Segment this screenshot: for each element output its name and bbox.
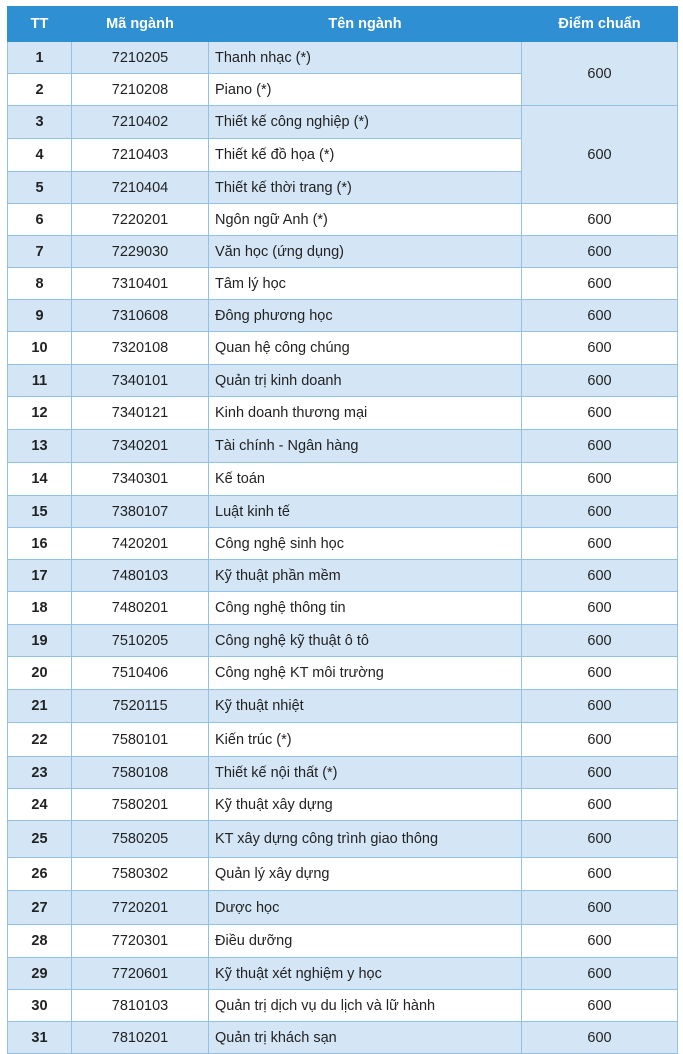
cell-diem-chuan-merged-1: 600 xyxy=(522,42,678,106)
cell-tt: 5 xyxy=(8,172,72,204)
cell-tt: 30 xyxy=(8,990,72,1022)
header-ma-nganh: Mã ngành xyxy=(72,7,209,42)
cell-ten-nganh: Thiết kế đồ họa (*) xyxy=(209,139,522,172)
cell-tt: 14 xyxy=(8,463,72,496)
cell-diem-chuan: 600 xyxy=(522,300,678,332)
table-row xyxy=(8,463,678,496)
cell-diem-chuan: 600 xyxy=(522,757,678,789)
cell-tt: 23 xyxy=(8,757,72,789)
table-row xyxy=(8,430,678,463)
table-row xyxy=(8,625,678,657)
cell-tt: 8 xyxy=(8,268,72,300)
cell-ma-nganh: 7810201 xyxy=(72,1022,209,1054)
cell-ma-nganh: 7720601 xyxy=(72,958,209,990)
cell-ma-nganh: 7480103 xyxy=(72,560,209,592)
cell-ma-nganh: 7340121 xyxy=(72,397,209,430)
cell-ma-nganh: 7210205 xyxy=(72,42,209,74)
cell-ten-nganh: Thiết kế nội thất (*) xyxy=(209,757,522,789)
cell-ma-nganh: 7210404 xyxy=(72,172,209,204)
table-row xyxy=(8,789,678,821)
cell-ten-nganh: Quản lý xây dựng xyxy=(209,858,522,891)
cell-tt: 10 xyxy=(8,332,72,365)
cell-ma-nganh: 7810103 xyxy=(72,990,209,1022)
cell-ma-nganh: 7229030 xyxy=(72,236,209,268)
table-row xyxy=(8,858,678,891)
table-row xyxy=(8,528,678,560)
cell-ma-nganh: 7340201 xyxy=(72,430,209,463)
cell-tt: 1 xyxy=(8,42,72,74)
cell-tt: 3 xyxy=(8,106,72,139)
cell-ten-nganh: Công nghệ thông tin xyxy=(209,592,522,625)
cell-tt: 25 xyxy=(8,821,72,858)
cell-ma-nganh: 7380107 xyxy=(72,496,209,528)
cell-ma-nganh: 7580201 xyxy=(72,789,209,821)
cell-ma-nganh: 7580108 xyxy=(72,757,209,789)
cell-tt: 27 xyxy=(8,891,72,925)
cell-ma-nganh: 7320108 xyxy=(72,332,209,365)
table-row xyxy=(8,496,678,528)
cell-ten-nganh: Công nghệ sinh học xyxy=(209,528,522,560)
cell-ma-nganh: 7210208 xyxy=(72,74,209,106)
cell-tt: 9 xyxy=(8,300,72,332)
cell-ten-nganh: KT xây dựng công trình giao thông xyxy=(209,821,522,858)
header-tt: TT xyxy=(8,7,72,42)
cell-ma-nganh: 7720301 xyxy=(72,925,209,958)
cell-tt: 22 xyxy=(8,723,72,757)
cell-ten-nganh: Văn học (ứng dụng) xyxy=(209,236,522,268)
cell-diem-chuan: 600 xyxy=(522,821,678,858)
cell-tt: 21 xyxy=(8,690,72,723)
cell-ten-nganh: Kinh doanh thương mại xyxy=(209,397,522,430)
cell-tt: 26 xyxy=(8,858,72,891)
table-row xyxy=(8,560,678,592)
table-row xyxy=(8,332,678,365)
cell-diem-chuan: 600 xyxy=(522,858,678,891)
cell-ten-nganh: Ngôn ngữ Anh (*) xyxy=(209,204,522,236)
cell-diem-chuan: 600 xyxy=(522,690,678,723)
table-row xyxy=(8,891,678,925)
cell-diem-chuan: 600 xyxy=(522,625,678,657)
cell-tt: 13 xyxy=(8,430,72,463)
cell-ma-nganh: 7220201 xyxy=(72,204,209,236)
cell-ma-nganh: 7340301 xyxy=(72,463,209,496)
cell-ma-nganh: 7510406 xyxy=(72,657,209,690)
cell-ten-nganh: Kỹ thuật nhiệt xyxy=(209,690,522,723)
cell-ten-nganh: Quản trị kinh doanh xyxy=(209,365,522,397)
cell-ten-nganh: Kiến trúc (*) xyxy=(209,723,522,757)
cell-ten-nganh: Thiết kế công nghiệp (*) xyxy=(209,106,522,139)
table-row xyxy=(8,990,678,1022)
table-row xyxy=(8,300,678,332)
cell-diem-chuan: 600 xyxy=(522,958,678,990)
cell-tt: 11 xyxy=(8,365,72,397)
cell-ma-nganh: 7310401 xyxy=(72,268,209,300)
cell-ma-nganh: 7510205 xyxy=(72,625,209,657)
cell-ma-nganh: 7520115 xyxy=(72,690,209,723)
cell-ten-nganh: Kỹ thuật xây dựng xyxy=(209,789,522,821)
cell-diem-chuan: 600 xyxy=(522,891,678,925)
cell-diem-chuan: 600 xyxy=(522,528,678,560)
cell-tt: 31 xyxy=(8,1022,72,1054)
cell-ten-nganh: Dược học xyxy=(209,891,522,925)
table-row xyxy=(8,723,678,757)
table-container xyxy=(7,6,677,1054)
cell-ten-nganh: Tâm lý học xyxy=(209,268,522,300)
cell-tt: 16 xyxy=(8,528,72,560)
header-ten-nganh: Tên ngành xyxy=(209,7,522,42)
cell-diem-chuan: 600 xyxy=(522,463,678,496)
cell-ten-nganh: Kỹ thuật xét nghiệm y học xyxy=(209,958,522,990)
cell-ten-nganh: Điều dưỡng xyxy=(209,925,522,958)
cell-diem-chuan: 600 xyxy=(522,657,678,690)
table-row xyxy=(8,236,678,268)
table-row xyxy=(8,1022,678,1054)
cell-ten-nganh: Quản trị dịch vụ du lịch và lữ hành xyxy=(209,990,522,1022)
cell-ten-nganh: Luật kinh tế xyxy=(209,496,522,528)
cell-diem-chuan: 600 xyxy=(522,990,678,1022)
table-row xyxy=(8,365,678,397)
cell-ten-nganh: Công nghệ kỹ thuật ô tô xyxy=(209,625,522,657)
cell-tt: 2 xyxy=(8,74,72,106)
cell-diem-chuan: 600 xyxy=(522,496,678,528)
table-header-row xyxy=(8,7,678,42)
cell-tt: 24 xyxy=(8,789,72,821)
cell-ten-nganh: Thanh nhạc (*) xyxy=(209,42,522,74)
cell-tt: 19 xyxy=(8,625,72,657)
cell-ma-nganh: 7580302 xyxy=(72,858,209,891)
cell-tt: 17 xyxy=(8,560,72,592)
table-row xyxy=(8,42,678,74)
cell-ma-nganh: 7420201 xyxy=(72,528,209,560)
cell-ten-nganh: Đông phương học xyxy=(209,300,522,332)
table-row xyxy=(8,958,678,990)
cell-diem-chuan: 600 xyxy=(522,268,678,300)
table-row xyxy=(8,821,678,858)
cell-tt: 20 xyxy=(8,657,72,690)
cell-ma-nganh: 7480201 xyxy=(72,592,209,625)
table-body xyxy=(8,42,678,1054)
table-row xyxy=(8,925,678,958)
cell-ten-nganh: Tài chính - Ngân hàng xyxy=(209,430,522,463)
cell-ma-nganh: 7340101 xyxy=(72,365,209,397)
cell-ma-nganh: 7720201 xyxy=(72,891,209,925)
cell-diem-chuan: 600 xyxy=(522,332,678,365)
cell-diem-chuan: 600 xyxy=(522,204,678,236)
cell-diem-chuan: 600 xyxy=(522,236,678,268)
cell-ma-nganh: 7210403 xyxy=(72,139,209,172)
header-diem-chuan: Điểm chuẩn xyxy=(522,7,678,42)
cell-ten-nganh: Công nghệ KT môi trường xyxy=(209,657,522,690)
cell-tt: 4 xyxy=(8,139,72,172)
table-row xyxy=(8,757,678,789)
cell-diem-chuan: 600 xyxy=(522,925,678,958)
cell-diem-chuan: 600 xyxy=(522,789,678,821)
cell-ten-nganh: Quản trị khách sạn xyxy=(209,1022,522,1054)
cell-diem-chuan: 600 xyxy=(522,723,678,757)
table-row xyxy=(8,657,678,690)
table-row xyxy=(8,397,678,430)
cell-tt: 7 xyxy=(8,236,72,268)
cell-ten-nganh: Kế toán xyxy=(209,463,522,496)
cell-tt: 12 xyxy=(8,397,72,430)
table-row xyxy=(8,204,678,236)
cell-tt: 15 xyxy=(8,496,72,528)
cell-diem-chuan: 600 xyxy=(522,430,678,463)
cell-tt: 6 xyxy=(8,204,72,236)
cell-diem-chuan: 600 xyxy=(522,1022,678,1054)
cell-diem-chuan-merged-2: 600 xyxy=(522,106,678,204)
cell-diem-chuan: 600 xyxy=(522,397,678,430)
cell-ma-nganh: 7310608 xyxy=(72,300,209,332)
cell-ma-nganh: 7210402 xyxy=(72,106,209,139)
cell-tt: 18 xyxy=(8,592,72,625)
cell-ten-nganh: Piano (*) xyxy=(209,74,522,106)
cell-tt: 29 xyxy=(8,958,72,990)
cell-tt: 28 xyxy=(8,925,72,958)
cell-ten-nganh: Kỹ thuật phần mềm xyxy=(209,560,522,592)
cell-ten-nganh: Quan hệ công chúng xyxy=(209,332,522,365)
table-row xyxy=(8,592,678,625)
table-row xyxy=(8,268,678,300)
cell-diem-chuan: 600 xyxy=(522,560,678,592)
table-row xyxy=(8,690,678,723)
cell-ma-nganh: 7580205 xyxy=(72,821,209,858)
admission-score-table xyxy=(7,6,678,1054)
cell-ma-nganh: 7580101 xyxy=(72,723,209,757)
cell-diem-chuan: 600 xyxy=(522,365,678,397)
cell-ten-nganh: Thiết kế thời trang (*) xyxy=(209,172,522,204)
table-row xyxy=(8,106,678,139)
cell-diem-chuan: 600 xyxy=(522,592,678,625)
